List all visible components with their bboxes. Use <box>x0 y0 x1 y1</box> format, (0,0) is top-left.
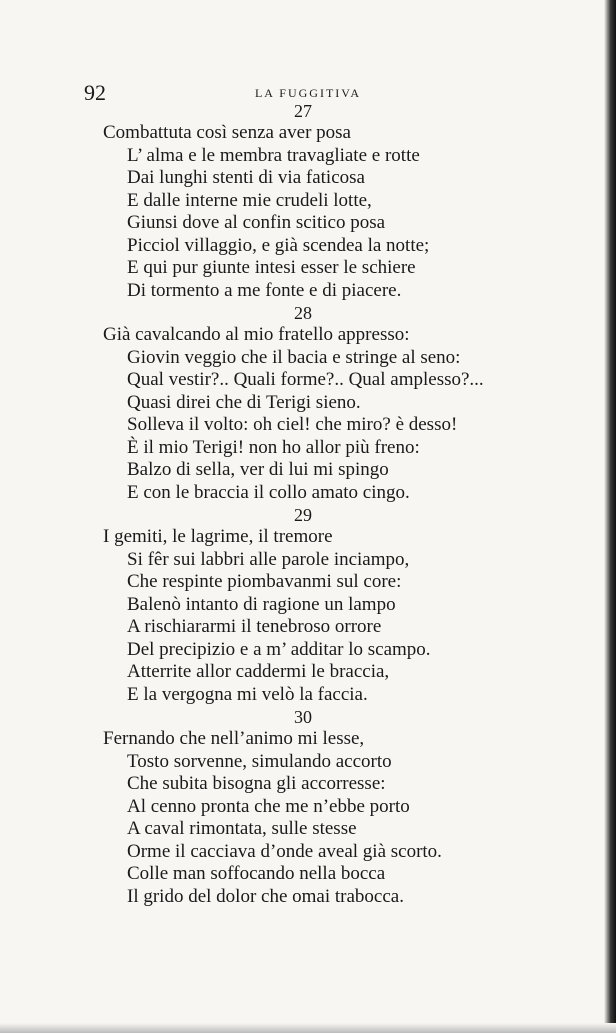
page-number: 92 <box>84 80 106 105</box>
verse-line: Dai lunghi stenti di via faticosa <box>127 167 365 188</box>
verse-line: Combattuta così senza aver posa <box>103 122 351 143</box>
verse-line: Già cavalcando al mio fratello appresso: <box>103 324 410 345</box>
verse-line: Che subita bisogna gli accorresse: <box>127 773 386 794</box>
stanza-27 <box>103 100 603 302</box>
verse-line: I gemiti, le lagrime, il tremore <box>103 526 333 547</box>
verse-line: Il grido del dolor che omai trabocca. <box>127 885 404 907</box>
stanza-number: 30 <box>294 707 312 727</box>
verse-line: Orme il cacciava d’onde aveal già scorto. <box>127 840 442 862</box>
verse-line: Atterrite allor caddermi le braccia, <box>127 661 390 682</box>
verse-line: È il mio Terigi! non ho allor più freno: <box>127 436 420 458</box>
verse-line: Del precipizio e a m’ additar lo scampo. <box>127 638 431 660</box>
stanza-number: 28 <box>294 303 312 323</box>
verse-line: Tosto sorvenne, simulando accorto <box>127 750 392 772</box>
verse-line: Che respinte piombavanmi sul core: <box>127 571 402 592</box>
stanza-29 <box>103 504 603 706</box>
verse-line: Qual vestir?.. Quali forme?.. Qual amplesso?... <box>127 369 484 390</box>
verse-line: Balenò intanto di ragione un lampo <box>127 593 396 615</box>
verse-line: Giovin veggio che il bacia e stringe al seno: <box>127 346 461 368</box>
verse-line: Solleva il volto: oh ciel! che miro? è desso! <box>127 414 458 435</box>
running-title: LA FUGGITIVA <box>254 86 362 100</box>
poem-body <box>103 100 603 908</box>
verse-line: E con le braccia il collo amato cingo. <box>127 481 410 503</box>
stanza-number: 29 <box>294 505 312 525</box>
verse-line: A caval rimontata, sulle stesse <box>127 818 357 839</box>
verse-line: E la vergogna mi velò la faccia. <box>127 683 368 705</box>
stanza-number: 27 <box>294 101 312 121</box>
verse-line: E qui pur giunte intesi esser le schiere <box>127 257 416 278</box>
verse-line: A rischiararmi il tenebroso orrore <box>127 616 382 637</box>
verse-line: E dalle interne mie crudeli lotte, <box>127 189 372 211</box>
stanza-30 <box>103 706 603 908</box>
verse-line: Fernando che nell’animo mi lesse, <box>103 728 365 749</box>
verse-line: Quasi direi che di Terigi sieno. <box>127 391 361 413</box>
page-bottom-shadow <box>0 1023 616 1033</box>
verse-line: Colle man soffocando nella bocca <box>127 863 386 884</box>
stanza-28 <box>103 302 603 504</box>
page-edge-shadow <box>604 0 616 1033</box>
verse-line: Al cenno pronta che me n’ebbe porto <box>127 795 410 817</box>
verse-line: Giunsi dove al confin scitico posa <box>127 212 386 233</box>
verse-line: L’ alma e le membra travagliate e rotte <box>127 144 420 166</box>
verse-line: Balzo di sella, ver di lui mi spingo <box>127 459 389 480</box>
verse-line: Picciol villaggio, e già scendea la notte; <box>127 234 430 256</box>
verse-line: Si fêr sui labbri alle parole inciampo, <box>127 548 410 570</box>
verse-line: Di tormento a me fonte e di piacere. <box>127 279 402 301</box>
